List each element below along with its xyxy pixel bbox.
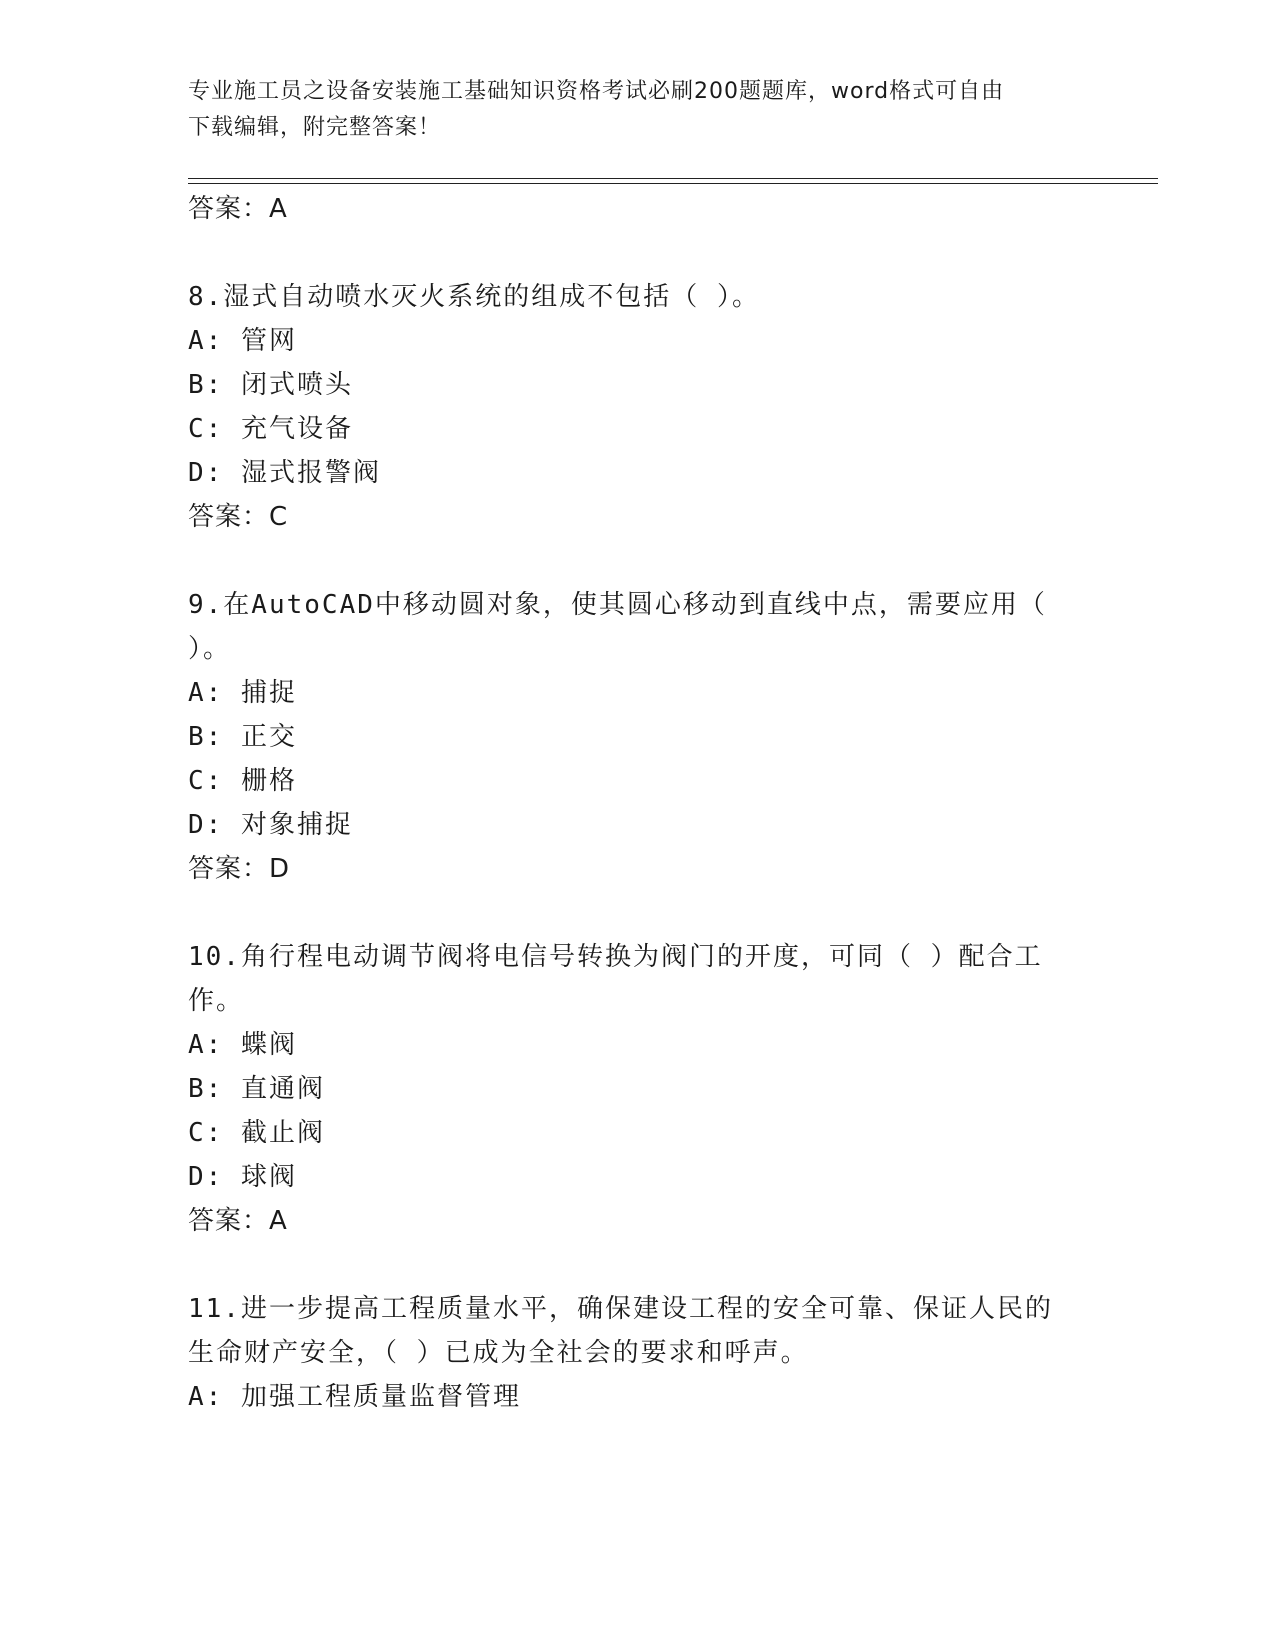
question-10-option-a: A: 蝶阀: [188, 1030, 297, 1060]
header-line-1: 专业施工员之设备安装施工基础知识资格考试必刷200题题库，word格式可自由: [188, 79, 1005, 104]
question-10-option-b: B: 直通阀: [188, 1074, 325, 1104]
question-8-option-c: C: 充气设备: [188, 414, 353, 444]
question-8-option-a: A: 管网: [188, 326, 297, 356]
question-10-answer: 答案：A: [188, 1206, 288, 1236]
question-9-option-b: B: 正交: [188, 722, 297, 752]
question-11-stem-line-2: 生命财产安全，（ ）已成为全社会的要求和呼声。: [188, 1338, 809, 1368]
header-divider-bottom: [188, 183, 1158, 184]
question-8-option-b: B: 闭式喷头: [188, 370, 353, 400]
question-9-stem-line-2: ）。: [188, 634, 232, 664]
question-10-option-d: D: 球阀: [188, 1162, 297, 1192]
question-9-option-c: C: 栅格: [188, 766, 297, 796]
previous-answer: 答案：A: [188, 194, 288, 224]
question-8-stem: 8.湿式自动喷水灭火系统的组成不包括（ ）。: [188, 282, 760, 312]
question-10-option-c: C: 截止阀: [188, 1118, 325, 1148]
question-11-option-a: A: 加强工程质量监督管理: [188, 1382, 521, 1412]
question-10-stem-line-2: 作。: [188, 986, 245, 1016]
header-line-2: 下载编辑，附完整答案！: [188, 115, 442, 140]
question-11-stem-line-1: 11.进一步提高工程质量水平，确保建设工程的安全可靠、保证人民的: [188, 1294, 1053, 1324]
question-9-option-a: A: 捕捉: [188, 678, 297, 708]
question-10-stem-line-1: 10.角行程电动调节阀将电信号转换为阀门的开度，可同（ ）配合工: [188, 942, 1043, 972]
question-8-answer: 答案：C: [188, 502, 289, 532]
question-9-option-d: D: 对象捕捉: [188, 810, 353, 840]
question-8-option-d: D: 湿式报警阀: [188, 458, 381, 488]
document-header: [188, 74, 1088, 146]
question-9-answer: 答案：D: [188, 854, 291, 884]
question-9-stem-line-1: 9.在AutoCAD中移动圆对象，使其圆心移动到直线中点，需要应用（: [188, 590, 1047, 620]
header-divider-top: [188, 178, 1158, 179]
